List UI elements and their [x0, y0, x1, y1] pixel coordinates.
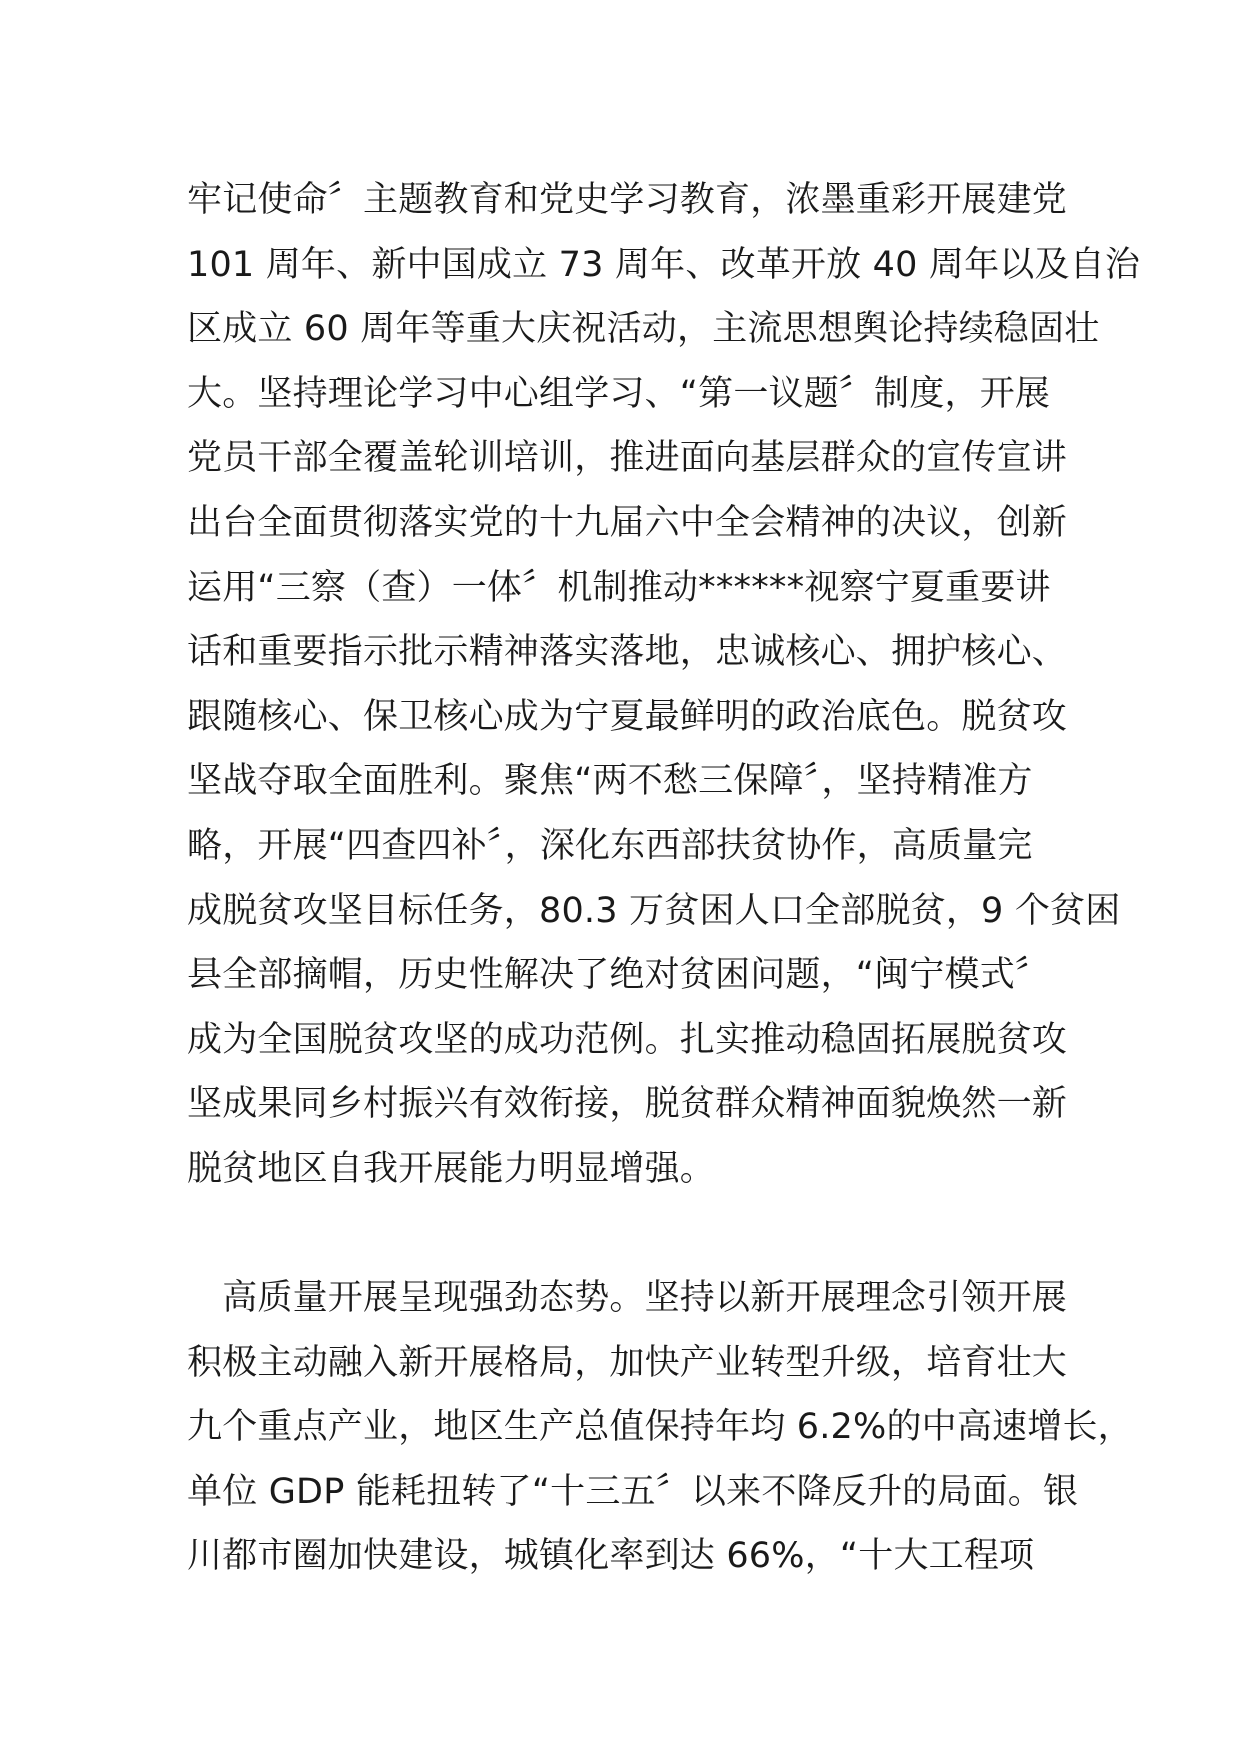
text-line: 坚成果同乡村振兴有效衔接，脱贫群众精神面貌焕然一新: [187, 1084, 1068, 1125]
text-line: 出台全面贯彻落实党的十九届六中全会精神的决议，创新: [187, 502, 1068, 543]
text-line: 脱贫地区自我开展能力明显增强。: [187, 1148, 716, 1189]
text-line: 九个重点产业，地区生产总值保持年均 6.2%的中高速增长，: [187, 1407, 1133, 1448]
text-line: 区成立 60 周年等重大庆祝活动，主流思想舆论持续稳固壮: [187, 309, 1100, 350]
text-line: 积极主动融入新开展格局，加快产业转型升级，培育壮大: [187, 1342, 1068, 1383]
text-line: 略，开展“四查四补〞，深化东西部扶贫协作，高质量完: [187, 825, 1033, 866]
text-line: 101 周年、新中国成立 73 周年、改革开放 40 周年以及自治: [187, 244, 1141, 285]
text-line: 运用“三察（查）一体〞机制推动******视察宁夏重要讲: [187, 567, 1051, 608]
text-line: 大。坚持理论学习中心组学习、“第一议题〞制度，开展: [187, 373, 1051, 414]
text-line: 跟随核心、保卫核心成为宁夏最鲜明的政治底色。脱贫攻: [187, 696, 1068, 737]
text-line: 话和重要指示批示精神落实落地，忠诚核心、拥护核心、: [187, 632, 1068, 673]
text-line: 县全部摘帽，历史性解决了绝对贫困问题，“闽宁模式〞: [187, 955, 1051, 996]
text-line: 高质量开展呈现强劲态势。坚持以新开展理念引领开展: [187, 1278, 1068, 1318]
text-line: 坚战夺取全面胜利。聚焦“两不愁三保障〞，坚持精准方: [187, 761, 1033, 802]
text-line: 成脱贫攻坚目标任务，80.3 万贫困人口全部脱贫，9 个贫困: [187, 890, 1121, 931]
text-line: 党员干部全覆盖轮训培训，推进面向基层群众的宣传宣讲: [187, 438, 1068, 479]
text-line: 牢记使命〞主题教育和党史学习教育，浓墨重彩开展建党: [187, 180, 1068, 220]
text-line: 单位 GDP 能耗扭转了“十三五〞以来不降反升的局面。银: [187, 1471, 1079, 1512]
text-line: 成为全国脱贫攻坚的成功范例。扎实推动稳固拓展脱贫攻: [187, 1019, 1068, 1060]
text-line: 川都市圈加快建设，城镇化率到达 66%，“十大工程项: [187, 1536, 1035, 1577]
paragraph-1: [187, 168, 1141, 1202]
paragraph-2: [187, 1266, 1133, 1589]
